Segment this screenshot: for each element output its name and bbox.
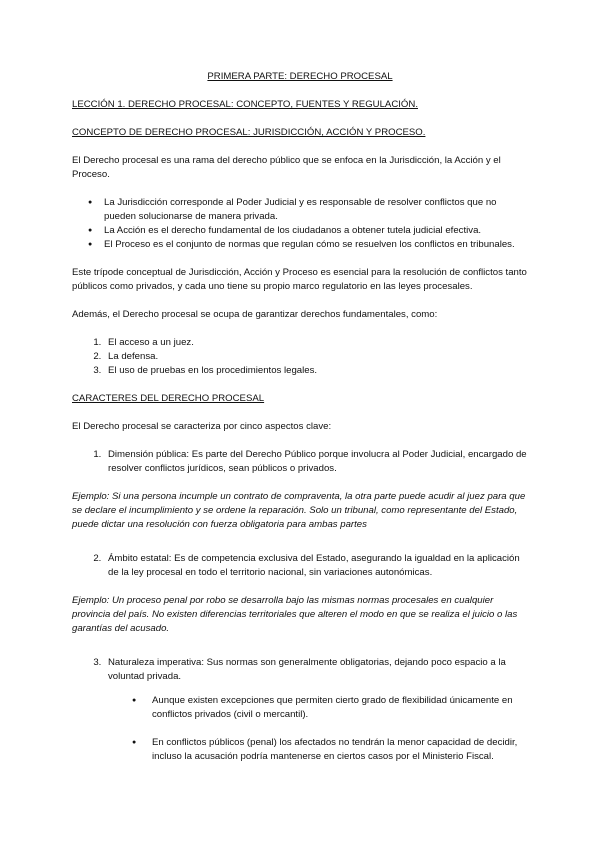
- characters-list-1: [72, 448, 528, 476]
- rights-item: 3. El uso de pruebas en los procedimientos legales.: [104, 364, 528, 378]
- concept-bullet-jurisdiccion: ● La Jurisdicción corresponde al Poder Judicial y es responsable de resolver conflictos que no pueden solucionarse de manera privada.: [104, 196, 528, 224]
- rights-list: [72, 336, 528, 378]
- character-naturaleza-text: Naturaleza imperativa: Sus normas son generalmente obligatorias, dejando poco espacio a la voluntad privada.: [108, 657, 506, 682]
- characters-list-2: [72, 552, 528, 580]
- characters-list-3: [72, 656, 528, 764]
- example-1: Ejemplo: Si una persona incumple un contrato de compraventa, la otra parte puede acudir al juez para que se declare el incumplimiento y se ordene la reparación. Solo un tribunal, como representante del Estado, puede dictar una resolución con fuerza obligatoria para ambas partes: [72, 491, 526, 530]
- imperativa-sub-item: ● En conflictos públicos (penal) los afectados no tendrán la menor capacidad de decidir, incluso la acusación podría mantenerse en ciertos casos por el Ministerio Fiscal.: [148, 736, 528, 764]
- characters-intro: El Derecho procesal se caracteriza por cinco aspectos clave:: [72, 421, 332, 432]
- example-2: Ejemplo: Un proceso penal por robo se desarrolla bajo las mismas normas procesales en cualquier provincia del país. No existen diferencias territoriales que alteren el modo en que se realiza el juicio o las garantías del acusado.: [72, 595, 518, 634]
- concept-bullet-accion: ● La Acción es el derecho fundamental de los ciudadanos a obtener tutela judicial efectiva.: [104, 224, 528, 238]
- concept-heading: CONCEPTO DE DERECHO PROCESAL: JURISDICCIÓN, ACCIÓN Y PROCESO.: [72, 127, 426, 138]
- document-title: PRIMERA PARTE: DERECHO PROCESAL: [207, 71, 393, 82]
- characters-heading: CARACTERES DEL DERECHO PROCESAL: [72, 393, 265, 404]
- character-ambito-estatal: 2. Ámbito estatal: Es de competencia exclusiva del Estado, asegurando la igualdad en la aplicación de la ley procesal en todo el territorio nacional, sin variaciones autonómicas.: [104, 552, 528, 580]
- imperativa-sub-list: [108, 694, 528, 764]
- lesson-heading: LECCIÓN 1. DERECHO PROCESAL: CONCEPTO, FUENTES Y REGULACIÓN.: [72, 99, 418, 110]
- tripod-paragraph: Este trípode conceptual de Jurisdicción, Acción y Proceso es esencial para la resolución de conflictos tanto públicos como privados, y cada uno tiene su propio marco regulatorio en las leyes procesales.: [72, 267, 527, 292]
- rights-item: 1. El acceso a un juez.: [104, 336, 528, 350]
- concept-bullet-proceso: ● El Proceso es el conjunto de normas que regulan cómo se resuelven los conflictos en tribunales.: [104, 238, 528, 252]
- character-naturaleza-imperativa: [104, 656, 528, 764]
- imperativa-sub-item: ● Aunque existen excepciones que permiten cierto grado de flexibilidad únicamente en conflictos privados (civil o mercantil).: [148, 694, 528, 722]
- concept-bullet-list: [72, 196, 528, 252]
- rights-item: 2. La defensa.: [104, 350, 528, 364]
- intro-paragraph: El Derecho procesal es una rama del derecho público que se enfoca en la Jurisdicción, la Acción y el Proceso.: [72, 155, 501, 180]
- character-dimension-publica: 1. Dimensión pública: Es parte del Derecho Público porque involucra al Poder Judicial, encargado de resolver conflictos jurídicos, sean públicos o privados.: [104, 448, 528, 476]
- rights-intro: Además, el Derecho procesal se ocupa de garantizar derechos fundamentales, como:: [72, 309, 438, 320]
